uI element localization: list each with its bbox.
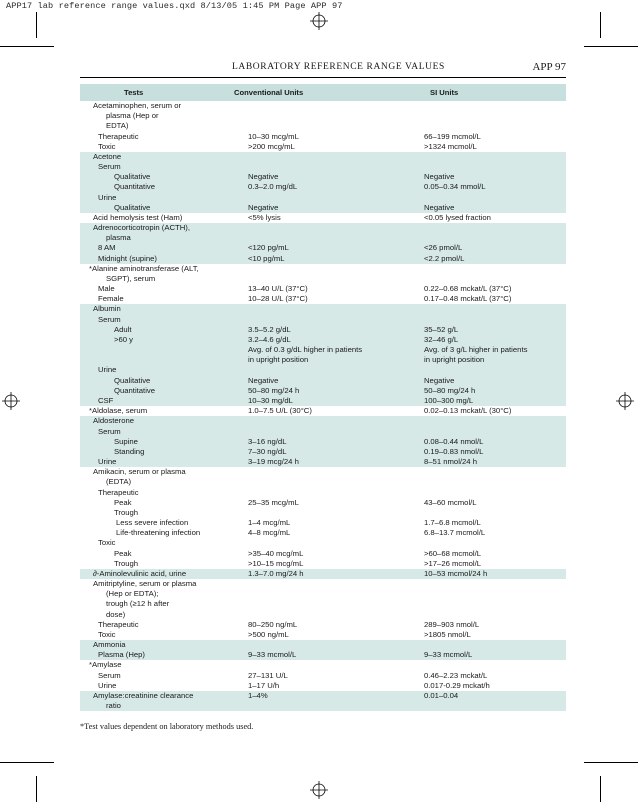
conventional-units-cell: 9–33 mcmol/L [248, 650, 297, 660]
test-name-cell: CSF [98, 395, 114, 405]
table-row [80, 671, 566, 681]
footnote: *Test values dependent on laboratory methods used. [80, 722, 254, 731]
si-units-cell: <0.05 lysed fraction [424, 212, 491, 222]
conventional-units-cell: 0.3–2.0 mg/dL [248, 182, 298, 192]
table-row [80, 599, 566, 609]
si-units-cell: 0.17–0.48 mckat/L (37°C) [424, 294, 512, 304]
si-units-cell: 6.8–13.7 mcmol/L [424, 528, 486, 538]
table-row [80, 650, 566, 660]
table-row [80, 193, 566, 203]
test-name-cell: Plasma (Hep) [98, 650, 145, 660]
conventional-units-cell: 3.5–5.2 g/dL [248, 324, 291, 334]
test-name-cell: Life-threatening infection [116, 528, 201, 538]
table-row [80, 498, 566, 508]
table-row [80, 274, 566, 284]
test-name-cell: Urine [98, 457, 117, 467]
table-row [80, 111, 566, 121]
si-units-cell: 43–60 mcmol/L [424, 497, 477, 507]
conventional-units-cell: in upright position [248, 355, 309, 365]
si-units-cell: in upright position [424, 355, 485, 365]
test-name-cell: Acetaminophen, serum or [93, 101, 182, 110]
test-name-cell: Amylase:creatinine clearance [93, 690, 194, 700]
table-row [80, 223, 566, 233]
conventional-units-cell: 10–28 U/L (37°C) [248, 294, 308, 304]
table-row [80, 518, 566, 528]
conventional-units-cell: 50–80 mg/24 h [248, 385, 300, 395]
crop-mark [600, 12, 601, 38]
si-units-cell: 0.01–0.04 [424, 690, 459, 700]
si-units-cell: 0.46–2.23 mckat/L [424, 670, 488, 680]
si-units-cell: Negative [424, 172, 455, 182]
conventional-units-cell: >500 ng/mL [248, 629, 289, 639]
test-name-cell: plasma [106, 233, 131, 243]
table-row [80, 477, 566, 487]
table-row [80, 142, 566, 152]
table-row [80, 416, 566, 426]
header-rule [80, 77, 566, 78]
table-row [80, 182, 566, 192]
table-row [80, 427, 566, 437]
crop-mark [0, 762, 54, 763]
si-units-cell: 100–300 mg/L [424, 395, 474, 405]
si-units-cell: Negative [424, 375, 455, 385]
test-name-cell: Aldosterone [93, 416, 135, 426]
test-name-cell: 8 AM [98, 243, 116, 253]
si-units-cell: 32–46 g/L [424, 334, 459, 344]
si-units-cell: >1324 mcmol/L [424, 141, 477, 151]
table-row [80, 203, 566, 213]
table-row [80, 589, 566, 599]
test-name-cell: Urine [98, 365, 117, 375]
test-name-cell: Ammonia [93, 640, 126, 650]
conventional-units-cell: 10–30 mcg/mL [248, 131, 299, 141]
test-name-cell: Male [98, 284, 115, 294]
test-name-cell: Urine [98, 192, 117, 202]
conventional-units-cell: 13–40 U/L (37°C) [248, 284, 308, 294]
conventional-units-cell: 7–30 ng/dL [248, 446, 287, 456]
table-row [80, 172, 566, 182]
table-row [80, 355, 566, 365]
table-row [80, 233, 566, 243]
conventional-units-cell: >10–15 mcg/mL [248, 558, 304, 568]
conventional-units-cell: 80–250 ng/mL [248, 619, 298, 629]
conventional-units-cell: 1–4% [248, 690, 268, 700]
table-row [80, 437, 566, 447]
table-row [80, 101, 566, 111]
test-name-cell: Toxic [98, 538, 116, 548]
table-row [80, 620, 566, 630]
test-name-cell: Quantitative [114, 385, 156, 395]
si-units-cell: <2.2 pmol/L [424, 253, 465, 263]
crop-mark [36, 12, 37, 38]
conventional-units-cell: 3.2–4.6 g/dL [248, 334, 291, 344]
table-row [80, 701, 566, 711]
conventional-units-cell: 1–4 mcg/mL [248, 518, 291, 528]
table-row [80, 467, 566, 477]
conventional-units-cell: 1.0–7.5 U/L (30°C) [248, 406, 312, 416]
table-row [80, 294, 566, 304]
test-name-cell: Serum [98, 670, 121, 680]
table-row [80, 610, 566, 620]
table-row [80, 559, 566, 569]
test-name-cell: Therapeutic [98, 131, 139, 141]
test-name-cell: Peak [114, 497, 132, 507]
table-row [80, 488, 566, 498]
conventional-units-cell: <120 pg/mL [248, 243, 289, 253]
test-name-cell: Amitriptyline, serum or plasma [93, 579, 197, 589]
crop-mark [0, 46, 54, 47]
si-units-cell: 10–53 mcmol/24 h [424, 568, 488, 578]
table-row [80, 538, 566, 548]
test-name-cell: Qualitative [114, 375, 151, 385]
table-row [80, 345, 566, 355]
test-name-cell: Supine [114, 436, 138, 446]
table-row [80, 254, 566, 264]
test-name-cell: Therapeutic [98, 619, 139, 629]
conventional-units-cell: Negative [248, 172, 279, 182]
test-name-cell: EDTA) [106, 121, 129, 131]
test-name-cell: dose) [106, 609, 126, 619]
table-row [80, 376, 566, 386]
table-row [80, 315, 566, 325]
column-header-si: SI Units [430, 88, 459, 97]
crop-mark [36, 776, 37, 802]
test-name-cell: Acid hemolysis test (Ham) [93, 212, 183, 222]
si-units-cell: 0.05–0.34 mmol/L [424, 182, 486, 192]
table-row [80, 406, 566, 416]
si-units-cell: 0.02–0.13 mckat/L (30°C) [424, 406, 512, 416]
table-row [80, 284, 566, 294]
table-row [80, 365, 566, 375]
table-row [80, 630, 566, 640]
page-number: APP 97 [532, 61, 566, 73]
conventional-units-cell: 25–35 mcg/mL [248, 497, 299, 507]
registration-mark-icon [310, 12, 328, 30]
test-name-cell: Acetone [93, 151, 122, 161]
registration-mark-icon [310, 781, 328, 799]
table-row [80, 447, 566, 457]
test-name-cell: Female [98, 294, 124, 304]
table-row [80, 508, 566, 518]
table-body [80, 101, 566, 711]
conventional-units-cell: >35–40 mcg/mL [248, 548, 304, 558]
conventional-units-cell: <5% lysis [248, 212, 281, 222]
si-units-cell: <26 pmol/L [424, 243, 463, 253]
test-name-cell: Adrenocorticotropin (ACTH), [93, 223, 190, 233]
table-row [80, 121, 566, 131]
test-name-cell: plasma (Hep or [106, 111, 159, 121]
table-row [80, 243, 566, 253]
table-row [80, 549, 566, 559]
table-row [80, 325, 566, 335]
test-name-cell: *Aldolase, serum [89, 406, 148, 416]
table-row [80, 304, 566, 314]
test-name-cell: Less severe infection [116, 518, 189, 528]
si-units-cell: 50–80 mg/24 h [424, 385, 476, 395]
test-name-cell: ratio [106, 701, 121, 711]
table-row [80, 528, 566, 538]
registration-mark-icon [2, 392, 20, 410]
conventional-units-cell: <10 pg/mL [248, 253, 285, 263]
si-units-cell: 0.19–0.83 nmol/L [424, 446, 484, 456]
test-name-cell: Toxic [98, 141, 116, 151]
test-name-cell: Midnight (supine) [98, 253, 157, 263]
conventional-units-cell: 10–30 mg/dL [248, 395, 293, 405]
crop-mark [600, 776, 601, 802]
reference-table [80, 84, 566, 711]
table-row [80, 386, 566, 396]
test-name-cell: Qualitative [114, 202, 151, 212]
si-units-cell: Avg. of 3 g/L higher in patients [424, 345, 528, 355]
si-units-cell: Negative [424, 202, 455, 212]
conventional-units-cell: Negative [248, 375, 279, 385]
test-name-cell: Urine [98, 680, 117, 690]
si-units-cell: 0.08–0.44 nmol/L [424, 436, 484, 446]
test-name-cell: trough (≥12 h after [106, 599, 170, 609]
table-row [80, 335, 566, 345]
test-name-cell: Trough [114, 558, 139, 568]
si-units-cell: 9–33 mcmol/L [424, 650, 473, 660]
column-header-tests: Tests [124, 88, 144, 97]
si-units-cell: >60–68 mcmol/L [424, 548, 482, 558]
test-name-cell: *Alanine aminotransferase (ALT, [89, 263, 199, 273]
si-units-cell: >1805 nmol/L [424, 629, 471, 639]
table-row [80, 264, 566, 274]
registration-mark-icon [616, 392, 634, 410]
test-name-cell: Serum [98, 314, 121, 324]
test-name-cell: Toxic [98, 629, 116, 639]
test-name-cell: Albumin [93, 304, 121, 314]
test-name-cell: (EDTA) [106, 477, 132, 487]
si-units-cell: 66–199 mcmol/L [424, 131, 481, 141]
table-row [80, 213, 566, 223]
table-row [80, 396, 566, 406]
column-header-conventional: Conventional Units [234, 88, 304, 97]
si-units-cell: 8–51 nmol/24 h [424, 457, 477, 467]
test-name-cell: >60 y [114, 334, 134, 344]
test-name-cell: ∂-Aminolevulinic acid, urine [93, 568, 187, 578]
si-units-cell: 1.7–6.8 mcmol/L [424, 518, 481, 528]
test-name-cell: Qualitative [114, 172, 151, 182]
si-units-cell: 0.22–0.68 mckat/L (37°C) [424, 284, 512, 294]
crop-mark [584, 762, 638, 763]
conventional-units-cell: 3–19 mcg/24 h [248, 457, 299, 467]
running-head: LABORATORY REFERENCE RANGE VALUES [232, 62, 445, 72]
test-name-cell: Therapeutic [98, 487, 139, 497]
table-row [80, 162, 566, 172]
test-name-cell: Quantitative [114, 182, 156, 192]
test-name-cell: *Amylase [89, 660, 122, 670]
test-name-cell: (Hep or EDTA); [106, 589, 159, 599]
table-row [80, 579, 566, 589]
si-units-cell: 0.017-0.29 mckat/h [424, 680, 490, 690]
si-units-cell: >17–26 mcmol/L [424, 558, 482, 568]
conventional-units-cell: 4–8 mcg/mL [248, 528, 291, 538]
table-row [80, 457, 566, 467]
table-row [80, 152, 566, 162]
conventional-units-cell: 1.3–7.0 mg/24 h [248, 568, 304, 578]
si-units-cell: 35–52 g/L [424, 324, 459, 334]
test-name-cell: SGPT), serum [106, 273, 156, 283]
table-header [80, 84, 566, 101]
table-row [80, 660, 566, 670]
crop-mark [584, 46, 638, 47]
test-name-cell: Amikacin, serum or plasma [93, 467, 186, 477]
conventional-units-cell: 1–17 U/h [248, 680, 280, 690]
conventional-units-cell: >200 mcg/mL [248, 141, 295, 151]
test-name-cell: Trough [114, 507, 139, 517]
test-name-cell: Serum [98, 162, 121, 172]
conventional-units-cell: Negative [248, 202, 279, 212]
table-row [80, 691, 566, 701]
test-name-cell: Adult [114, 324, 132, 334]
conventional-units-cell: 27–131 U/L [248, 670, 288, 680]
si-units-cell: 289–903 nmol/L [424, 619, 480, 629]
table-row [80, 681, 566, 691]
test-name-cell: Peak [114, 548, 132, 558]
print-slug: APP17 lab reference range values.qxd 8/13/05 1:45 PM Page APP 97 [6, 1, 343, 11]
table-row [80, 569, 566, 579]
conventional-units-cell: 3–16 ng/dL [248, 436, 287, 446]
test-name-cell: Standing [114, 446, 145, 456]
table-row [80, 640, 566, 650]
test-name-cell: Serum [98, 426, 121, 436]
conventional-units-cell: Avg. of 0.3 g/dL higher in patients [248, 345, 363, 355]
table-row [80, 132, 566, 142]
